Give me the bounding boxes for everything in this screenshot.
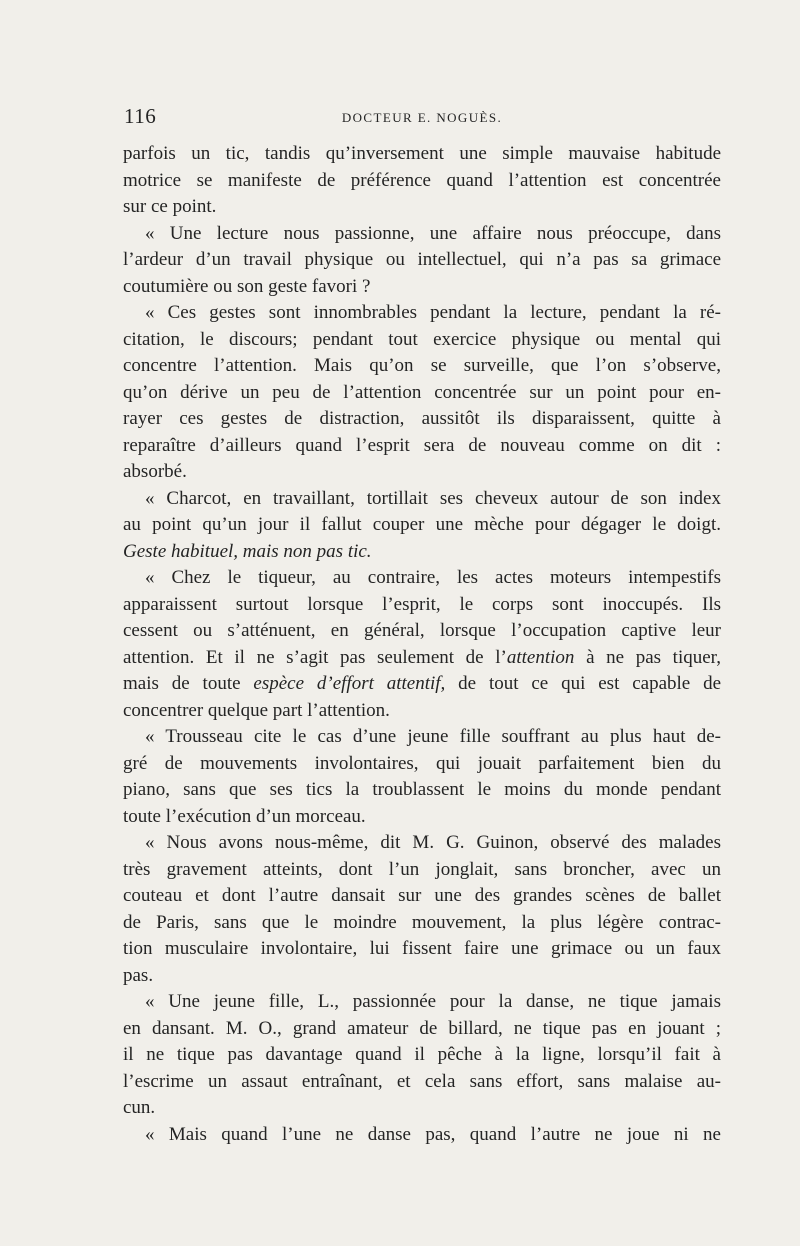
text-line: qu’on dérive un peu de l’attention concentrée sur un point pour en-: [123, 381, 721, 403]
italic-segment: attention: [506, 646, 575, 668]
text-line: concentre l’attention. Mais qu’on se surveille, que l’on s’observe,: [123, 355, 721, 376]
text-line: tion musculaire involontaire, lui fissent faire une grimace ou un faux: [123, 938, 721, 959]
line-segment: à ne pas tiquer,: [574, 646, 721, 668]
line-segment: de tout ce qui est capable de: [445, 673, 722, 694]
text-line: « Ces gestes sont innombrables pendant la lecture, pendant la ré-: [145, 302, 721, 323]
text-line: « Chez le tiqueur, au contraire, les actes moteurs intempestifs: [145, 567, 721, 588]
text-line: toute l’exécution d’un morceau.: [123, 805, 366, 827]
text-line: parfois un tic, tandis qu’inversement une simple mauvaise habitude: [123, 143, 721, 164]
text-line: « Mais quand l’une ne danse pas, quand l’autre ne joue ni ne: [145, 1123, 721, 1145]
text-line: en dansant. M. O., grand amateur de billard, ne tique pas en jouant ;: [123, 1017, 721, 1039]
italic-segment: espèce d’effort attentif,: [253, 673, 446, 694]
text-line: cun.: [123, 1097, 156, 1118]
line-segment: attention. Et il ne s’agit pas seulement de l’: [123, 646, 507, 668]
page-header: [124, 104, 720, 134]
text-line: absorbé.: [123, 461, 187, 482]
text-line: cessent ou s’atténuent, en général, lorsque l’occupation captive leur: [123, 620, 721, 641]
text-line: il ne tique pas davantage quand il pêche à la ligne, lorsqu’il fait à: [123, 1044, 721, 1065]
text-line: « Charcot, en travaillant, tortillait ses cheveux autour de son index: [145, 487, 721, 509]
page-number: 116: [124, 104, 157, 128]
text-line: « Nous avons nous-même, dit M. G. Guinon, observé des malades: [145, 832, 721, 853]
text-line: apparaissent surtout lorsque l’esprit, le corps sont inoccupés. Ils: [123, 593, 721, 615]
text-line: couteau et dont l’autre dansait sur une des grandes scènes de ballet: [123, 885, 721, 906]
mixed-line: [123, 671, 721, 698]
text-line: de Paris, sans que le moindre mouvement, la plus légère contrac-: [123, 911, 721, 933]
running-head: DOCTEUR E. NOGUÈS.: [341, 110, 503, 125]
text-line: coutumière ou son geste favori ?: [123, 275, 371, 297]
text-line: au point qu’un jour il fallut couper une mèche pour dégager le doigt.: [123, 514, 721, 535]
text-line: citation, le discours; pendant tout exercice physique ou mental qui: [123, 328, 721, 350]
text-line: reparaître d’ailleurs quand l’esprit sera de nouveau comme on dit :: [123, 434, 721, 456]
line-segment: mais de toute: [123, 673, 254, 694]
text-line: « Une lecture nous passionne, une affaire nous préoccupe, dans: [145, 222, 721, 244]
text-line: l’escrime un assaut entraînant, et cela sans effort, sans malaise au-: [123, 1070, 721, 1092]
text-line: gré de mouvements involontaires, qui jouait parfaitement bien du: [123, 752, 721, 774]
text-line: sur ce point.: [123, 196, 217, 217]
mixed-line: [123, 645, 721, 672]
body-text: [123, 141, 721, 1148]
text-line: piano, sans que ses tics la troublassent le moins du monde pendant: [123, 779, 721, 800]
text-line: « Une jeune fille, L., passionnée pour la danse, ne tique jamais: [145, 991, 721, 1012]
text-line: l’ardeur d’un travail physique ou intellectuel, qui n’a pas sa grimace: [123, 249, 721, 270]
text-line: rayer ces gestes de distraction, aussitôt ils disparaissent, quitte à: [123, 408, 721, 429]
text-line: très gravement atteints, dont l’un jonglait, sans broncher, avec un: [123, 858, 721, 880]
text-line: « Trousseau cite le cas d’une jeune fille souffrant au plus haut de-: [145, 726, 721, 747]
text-line: pas.: [123, 964, 154, 986]
text-line: motrice se manifeste de préférence quand l’attention est concentrée: [123, 169, 721, 191]
italic-line: Geste habituel, mais non pas tic.: [123, 540, 372, 562]
text-line: concentrer quelque part l’attention.: [123, 699, 390, 721]
